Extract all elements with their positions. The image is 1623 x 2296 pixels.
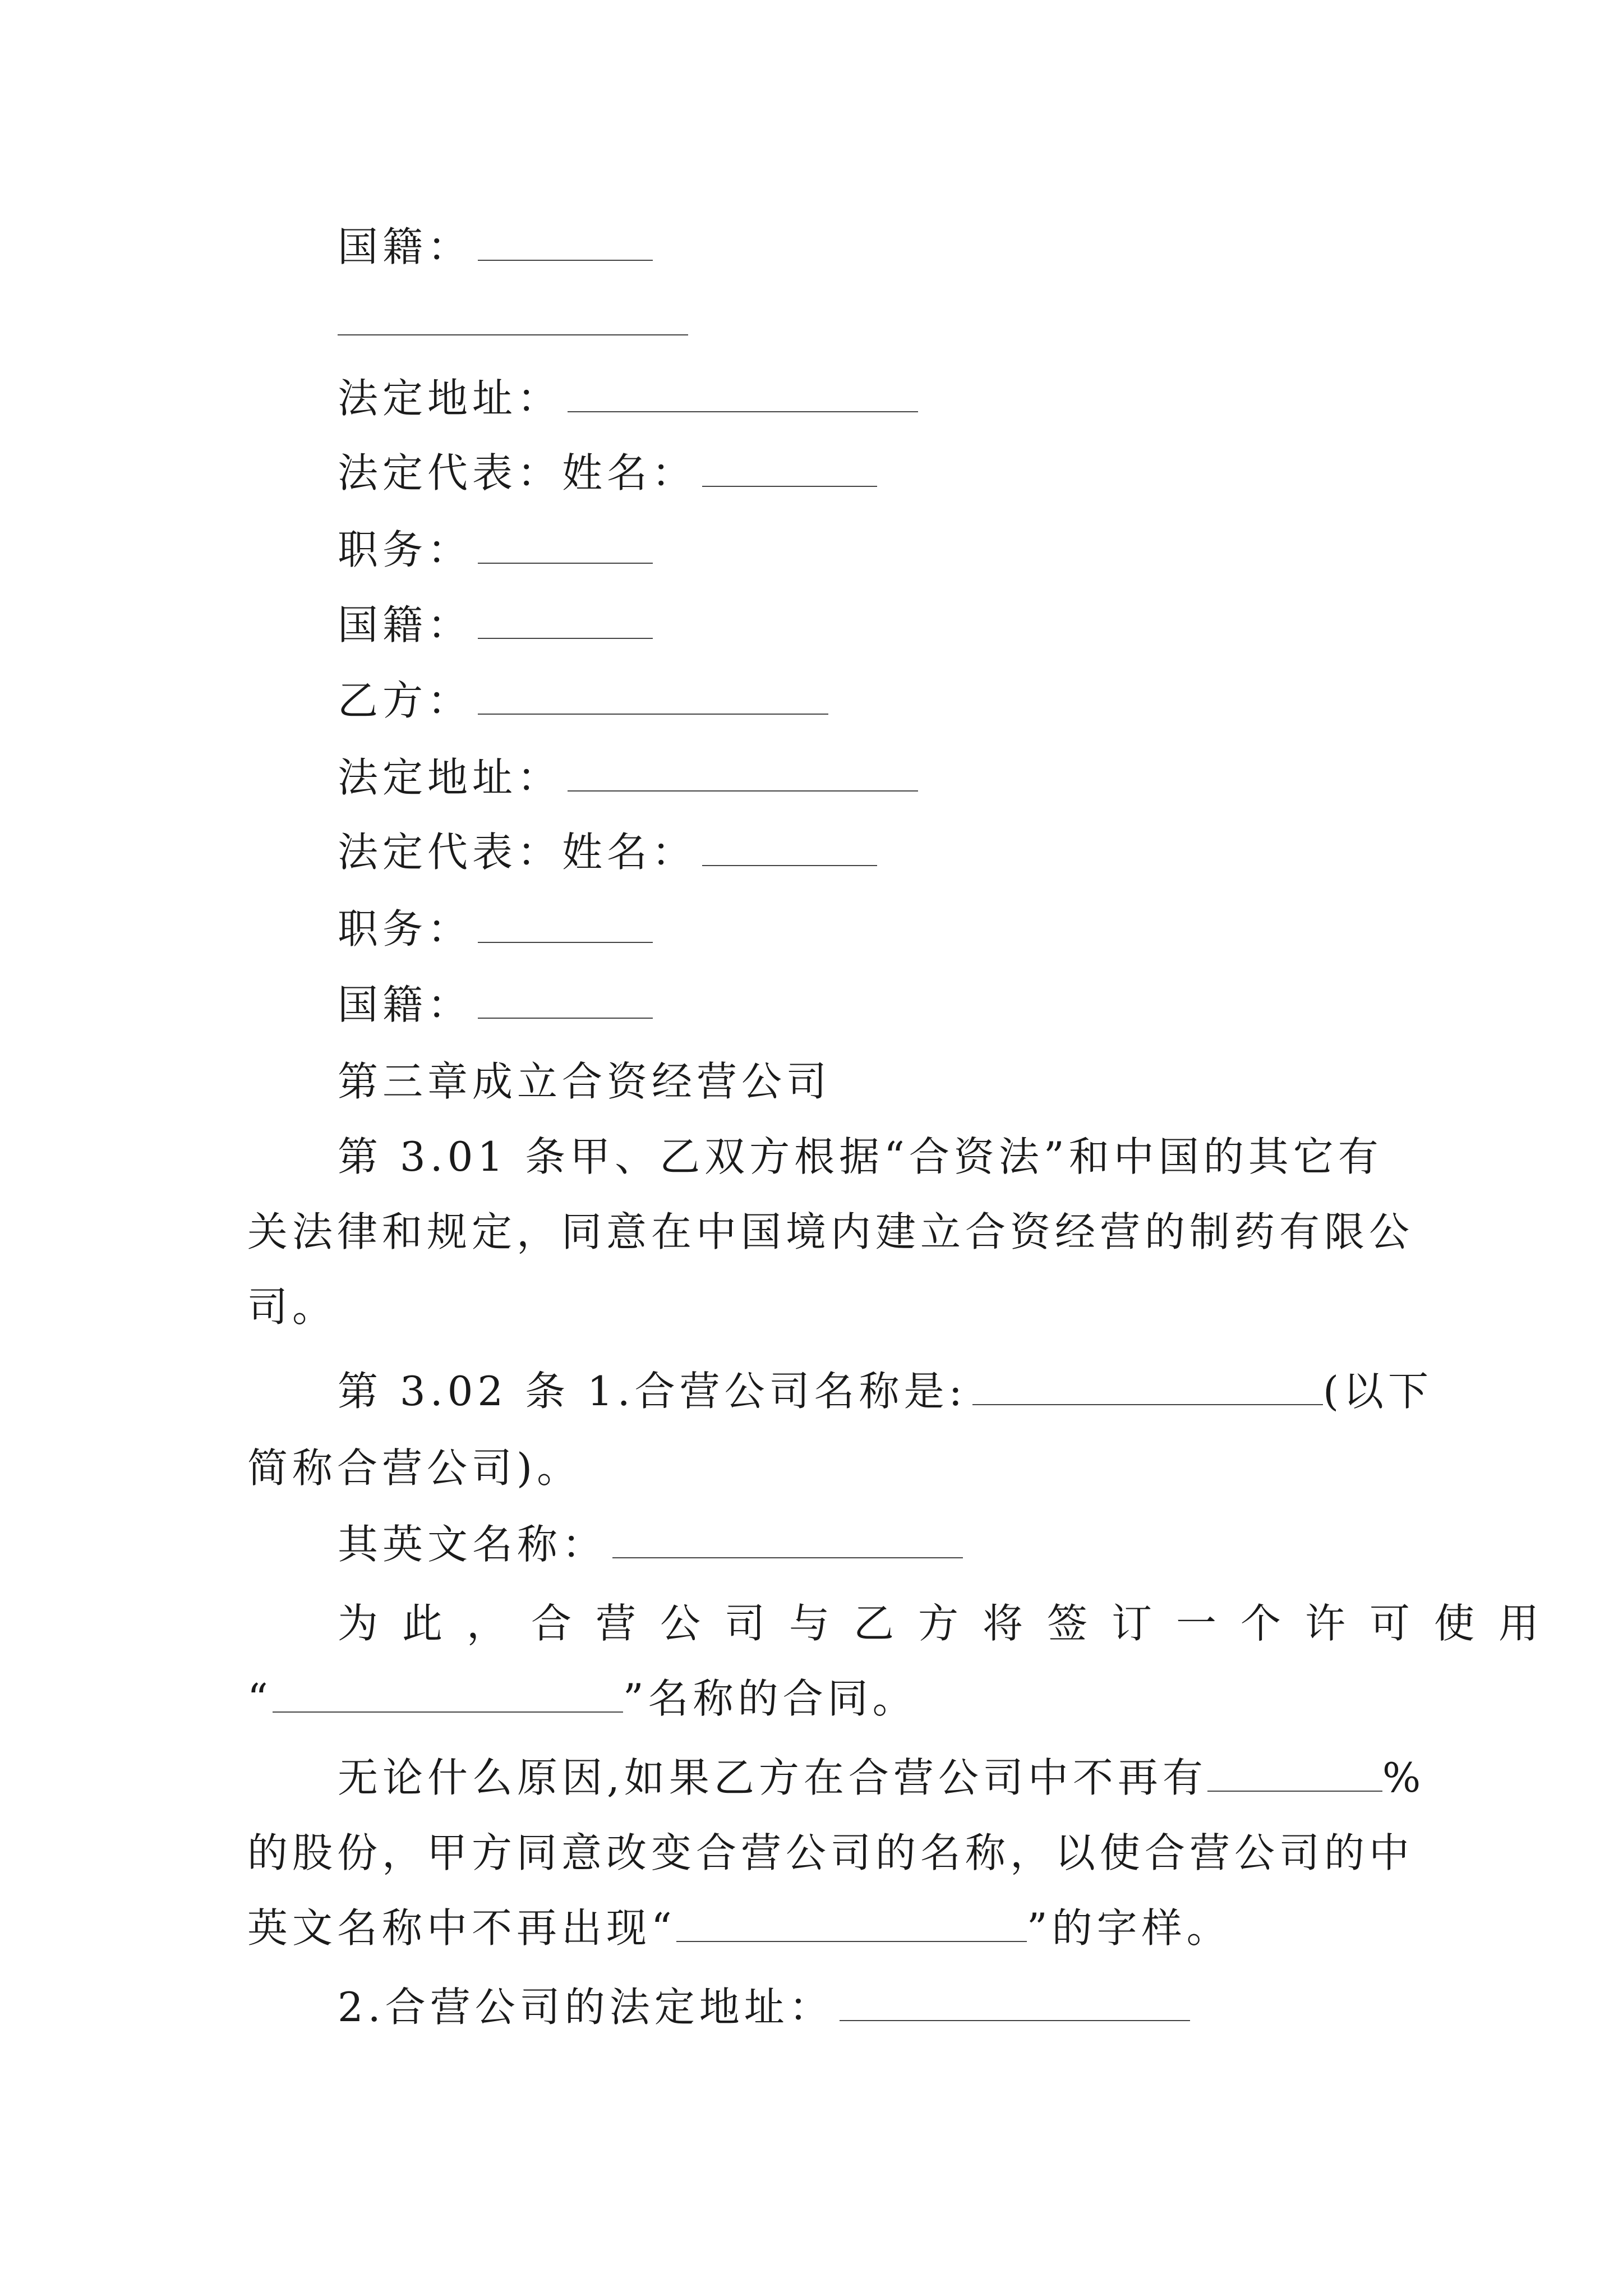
legal-rep-line-a — [338, 446, 877, 500]
legal-rep-line-b — [338, 825, 877, 879]
nationality-blank — [478, 1001, 653, 1019]
blank-line — [338, 295, 688, 348]
license-name-blank — [273, 1695, 623, 1713]
legal-rep-blank — [702, 848, 877, 866]
license-line-2 — [247, 1672, 917, 1726]
name-word-blank — [676, 1924, 1027, 1942]
article-302-line-2 — [247, 1441, 582, 1495]
article-301-line-2 — [247, 1205, 1414, 1259]
article-text: 的股份，甲方同意改变合营公司的名称，以使合营公司的中 — [247, 1829, 1414, 1876]
english-name-blank — [612, 1540, 963, 1558]
position-blank — [478, 546, 653, 564]
article-text: 简称合营公司)。 — [247, 1444, 582, 1492]
position-label: 职务： — [338, 905, 473, 953]
article-text: 为此，合营公司与乙方将签订一个许可使用 — [338, 1600, 1564, 1647]
nationality-line-3 — [338, 978, 653, 1032]
article-text: 英文名称中不再出现“ — [247, 1904, 676, 1952]
article-text: ”的字样。 — [1026, 1904, 1232, 1952]
party-b-label: 乙方： — [338, 677, 473, 724]
legal-rep-label: 法定代表：姓名： — [338, 449, 697, 496]
company-address-label: 2.合营公司的法定地址： — [338, 1984, 834, 2031]
share-line-3 — [247, 1901, 1232, 1955]
position-line-a — [338, 523, 653, 577]
share-line-2 — [247, 1826, 1414, 1880]
nationality-label: 国籍： — [338, 601, 473, 648]
company-address-line — [338, 1980, 1190, 2034]
percent-sign: % — [1382, 1754, 1426, 1801]
article-302-line-1 — [338, 1364, 1433, 1418]
legal-address-label: 法定地址： — [338, 754, 562, 801]
nationality-label: 国籍： — [338, 981, 473, 1028]
position-line-b — [338, 902, 653, 956]
chapter-title: 第三章成立合资经营公司 — [338, 1058, 832, 1105]
legal-address-line-a — [338, 371, 918, 425]
article-301-line-3 — [247, 1280, 337, 1334]
nationality-blank — [478, 621, 653, 639]
english-name-label: 其英文名称： — [338, 1521, 607, 1568]
nationality-blank — [478, 243, 653, 261]
article-text: “ — [247, 1675, 273, 1722]
legal-rep-label: 法定代表：姓名： — [338, 829, 697, 876]
nationality-label: 国籍： — [338, 223, 473, 270]
position-blank — [478, 925, 653, 943]
article-text: 第 3.02 条 1.合营公司名称是: — [338, 1368, 967, 1415]
article-text: 无论什么原因,如果乙方在合营公司中不再有 — [338, 1754, 1207, 1801]
article-text: 关法律和规定，同意在中国境内建立合资经营的制药有限公 — [247, 1208, 1414, 1255]
party-b-blank — [478, 697, 828, 715]
license-line-1 — [338, 1596, 1563, 1650]
chapter-heading — [338, 1055, 831, 1108]
article-text: ”名称的合同。 — [623, 1675, 917, 1722]
legal-address-label: 法定地址： — [338, 375, 562, 422]
nationality-line-2 — [338, 598, 653, 652]
company-address-blank — [840, 2003, 1190, 2021]
legal-rep-blank — [702, 469, 877, 487]
article-text: 司。 — [247, 1283, 338, 1331]
article-text: (以下 — [1322, 1368, 1433, 1415]
party-b-line — [338, 674, 828, 728]
company-name-blank — [972, 1387, 1323, 1405]
position-label: 职务： — [338, 526, 473, 573]
english-name-line — [338, 1517, 963, 1571]
legal-address-blank — [568, 774, 918, 792]
nationality-line-1 — [338, 220, 653, 274]
article-301-line-1 — [338, 1130, 1383, 1184]
standalone-blank — [338, 318, 688, 335]
legal-address-line-b — [338, 751, 918, 804]
share-line-1 — [338, 1751, 1425, 1805]
share-percent-blank — [1207, 1774, 1382, 1792]
article-text: 第 3.01 条甲、乙双方根据“合资法”和中国的其它有 — [338, 1133, 1383, 1180]
legal-address-blank — [568, 394, 918, 412]
